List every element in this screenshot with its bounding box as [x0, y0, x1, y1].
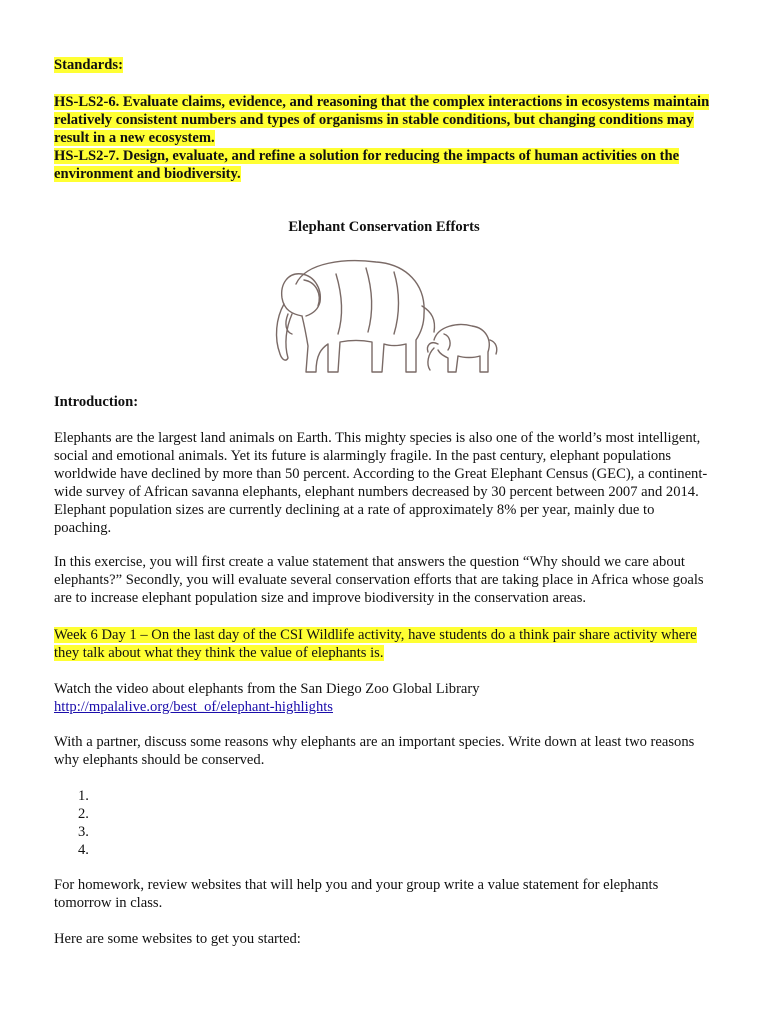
list-item: 4.: [78, 842, 89, 858]
websites-intro: Here are some websites to get you started:: [54, 931, 301, 947]
standard-hs-ls2-6: HS-LS2-6. Evaluate claims, evidence, and reasoning that the complex interactions in ecosystems maintain relatively consistent numbers and types of organisms in stable conditions, but changing conditions may result in a new ecosystem.: [54, 94, 710, 146]
list-item: 1.: [78, 788, 89, 804]
reasons-list: [78, 787, 89, 859]
introduction-paragraph: Elephants are the largest land animals on Earth. This mighty species is also one of the world’s most intelligent, social and emotional animals. Yet its future is alarmingly fragile. In the past century, elephant populations worldwide have declined by more than 50 percent. According to the Great Elephant Census (GEC), a continent-wide survey of African savanna elephants, elephant numbers decreased by 30 percent between 2007 and 2014. Elephant population sizes are currently declining at a rate of approximately 8% per year, mainly due to poaching.: [54, 430, 708, 536]
watch-video-paragraph: [54, 680, 714, 716]
list-item: 2.: [78, 806, 89, 822]
homework-paragraph: For homework, review websites that will help you and your group write a value statement for elephants tomorrow in class.: [54, 877, 659, 911]
standards-label: Standards:: [54, 57, 123, 73]
video-link[interactable]: http://mpalalive.org/best_of/elephant-highlights: [54, 699, 333, 715]
introduction-label: Introduction:: [54, 394, 139, 410]
elephant-mother-calf-icon: [266, 254, 502, 382]
exercise-paragraph: In this exercise, you will first create a value statement that answers the question “Why should we care about elephants?” Secondly, you will evaluate several conservation efforts that are taking place in Africa whose goals are to increase elephant population size and improve biodiversity in the conservation areas.: [54, 554, 704, 606]
page-title: Elephant Conservation Efforts: [288, 219, 480, 235]
week-6-day-1-note: Week 6 Day 1 – On the last day of the CSI Wildlife activity, have students do a think pair share activity where they talk about what they think the value of elephants is.: [54, 627, 697, 661]
standard-hs-ls2-7: HS-LS2-7. Design, evaluate, and refine a solution for reducing the impacts of human activities on the environment and biodiversity.: [54, 148, 680, 182]
list-item: 3.: [78, 824, 89, 840]
watch-video-text: Watch the video about elephants from the San Diego Zoo Global Library: [54, 681, 480, 697]
standards-list: [54, 93, 714, 183]
partner-paragraph: With a partner, discuss some reasons why elephants are an important species. Write down at least two reasons why elephants should be conserved.: [54, 734, 695, 768]
